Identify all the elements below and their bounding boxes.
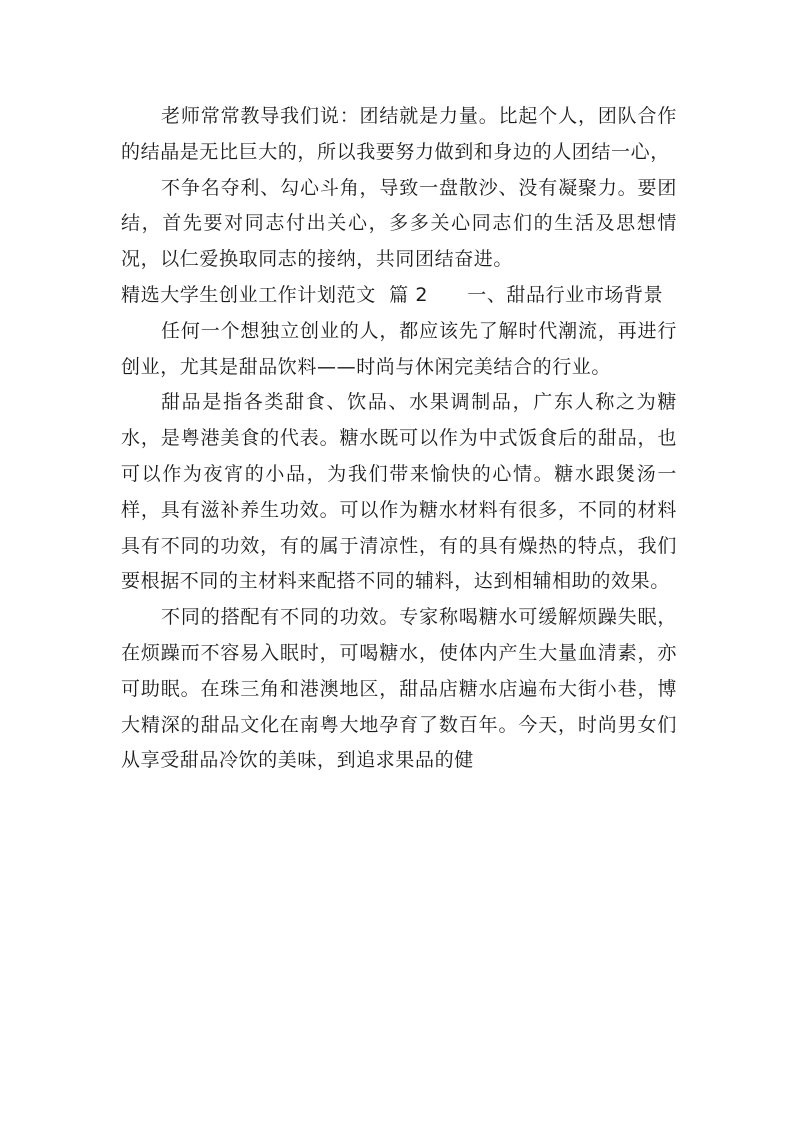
- heading-spacer: [428, 284, 467, 306]
- paragraph-trend: 任何一个想独立创业的人，都应该先了解时代潮流，再进行创业，尤其是甜品饮料——时尚与休闲完美结合的行业。: [121, 319, 677, 378]
- section-heading: [121, 278, 677, 314]
- paragraph-dessert-effects: 不同的搭配有不同的功效。专家称喝糖水可缓解烦躁失眠，在烦躁而不容易入眠时，可喝糖水，使体内产生大量血清素，亦可助眠。在珠三角和港澳地区，甜品店糖水店遍布大街小巷，博大精深的甜品文化在南粤大地孕育了数百年。今天，时尚男女们从享受甜品冷饮的美味，到追求果品的健: [121, 606, 677, 772]
- heading-section: 一、甜品行业市场背景: [467, 283, 664, 306]
- paragraph-teamwork: 老师常常教导我们说：团结就是力量。比起个人，团队合作的结晶是无比巨大的，所以我要努力做到和身边的人团结一心，: [121, 105, 677, 163]
- heading-title: 精选大学生创业工作计划范文 篇 2: [121, 283, 429, 306]
- document-body: [121, 99, 677, 779]
- paragraph-unity: 不争名夺利、勾心斗角，导致一盘散沙、没有凝聚力。要团结，首先要对同志付出关心，多多关心同志们的生活及思想情况，以仁爱换取同志的接纳，共同团结奋进。: [121, 176, 677, 271]
- paragraph-dessert-intro: 甜品是指各类甜食、饮品、水果调制品，广东人称之为糖水，是粤港美食的代表。糖水既可以作为中式饭食后的甜品，也可以作为夜宵的小品，为我们带来愉快的心情。糖水跟煲汤一样，具有滋补养生功效。可以作为糖水材料有很多，不同的材料具有不同的功效，有的属于清凉性，有的具有燥热的特点，我们要根据不同的主材料来配搭不同的辅料，达到相辅相助的效果。: [121, 391, 677, 593]
